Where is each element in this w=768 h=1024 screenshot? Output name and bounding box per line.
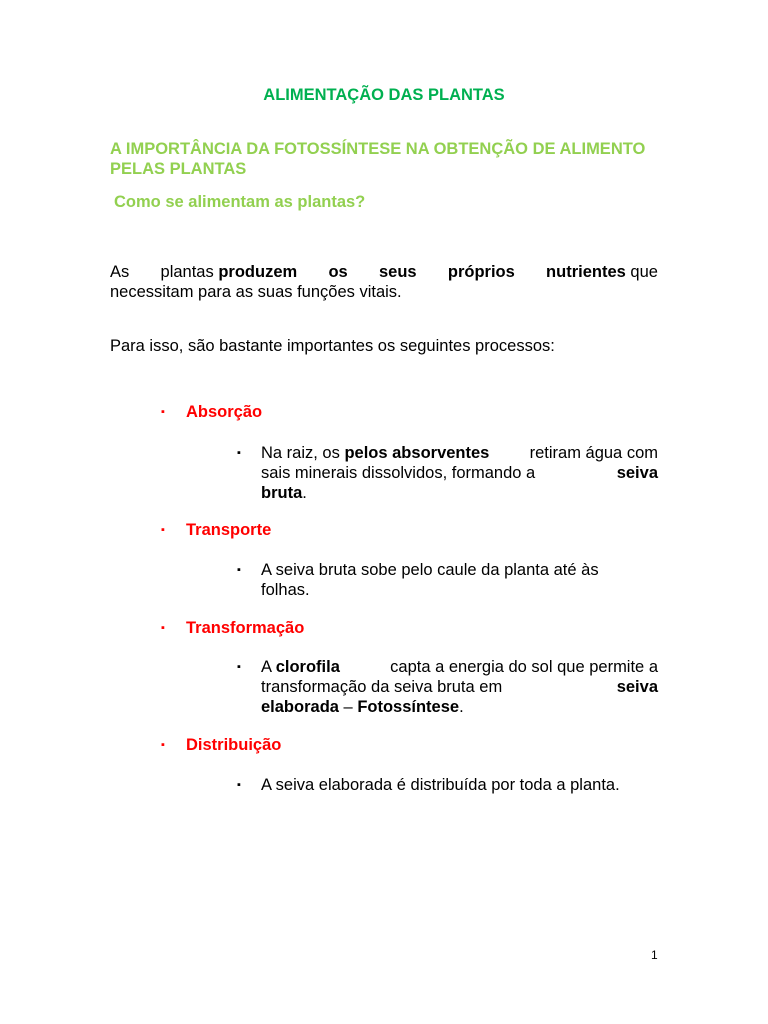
intro-word: As — [110, 263, 130, 281]
section-heading-transformacao: ▪ Transformação — [161, 619, 305, 637]
intro-bold-word: os — [328, 263, 348, 281]
intro-word-group: nutrientes que — [546, 263, 658, 281]
section-item-absorcao: ▪ Na raiz, os pelos absorventes retiram água com sais minerais dissolvidos, formando a seiva bruta. — [237, 444, 658, 502]
section-heading-transporte: ▪ Transporte — [161, 521, 272, 539]
square-bullet-icon: ▪ — [237, 779, 241, 791]
square-bullet-icon: ▪ — [161, 622, 165, 634]
section-question: Como se alimentam as plantas? — [114, 193, 366, 211]
page-title: ALIMENTAÇÃO DAS PLANTAS — [263, 86, 505, 104]
intro-paragraph — [110, 262, 658, 302]
square-bullet-icon: ▪ — [237, 661, 241, 673]
section-heading-absorcao: ▪ Absorção — [161, 403, 263, 421]
section-item-transformacao: ▪ A clorofila capta a energia do sol que permite a transformação da seiva bruta em seiva elaborada – Fotossíntese. — [237, 658, 658, 716]
section-heading-distribuicao: ▪ Distribuição — [161, 736, 282, 754]
processes-intro: Para isso, são bastante importantes os seguintes processos: — [110, 337, 555, 355]
page-subtitle: A IMPORTÂNCIA DA FOTOSSÍNTESE NA OBTENÇÃO DE ALIMENTO PELAS PLANTAS — [110, 140, 646, 178]
section-item-transporte: ▪ A seiva bruta sobe pelo caule da planta até às folhas. — [237, 561, 599, 599]
intro-line-1 — [110, 262, 658, 282]
intro-bold-word: seus — [378, 263, 417, 281]
intro-bold-word: próprios — [447, 263, 515, 281]
square-bullet-icon: ▪ — [161, 739, 165, 751]
square-bullet-icon: ▪ — [237, 564, 241, 576]
intro-line-2: necessitam para as suas funções vitais. — [110, 283, 402, 301]
page-number: 1 — [651, 948, 658, 962]
section-item-distribuicao: ▪ A seiva elaborada é distribuída por toda a planta. — [237, 776, 620, 794]
square-bullet-icon: ▪ — [161, 406, 165, 418]
square-bullet-icon: ▪ — [161, 524, 165, 536]
intro-word-group: plantas produzem — [160, 263, 298, 281]
square-bullet-icon: ▪ — [237, 447, 241, 459]
